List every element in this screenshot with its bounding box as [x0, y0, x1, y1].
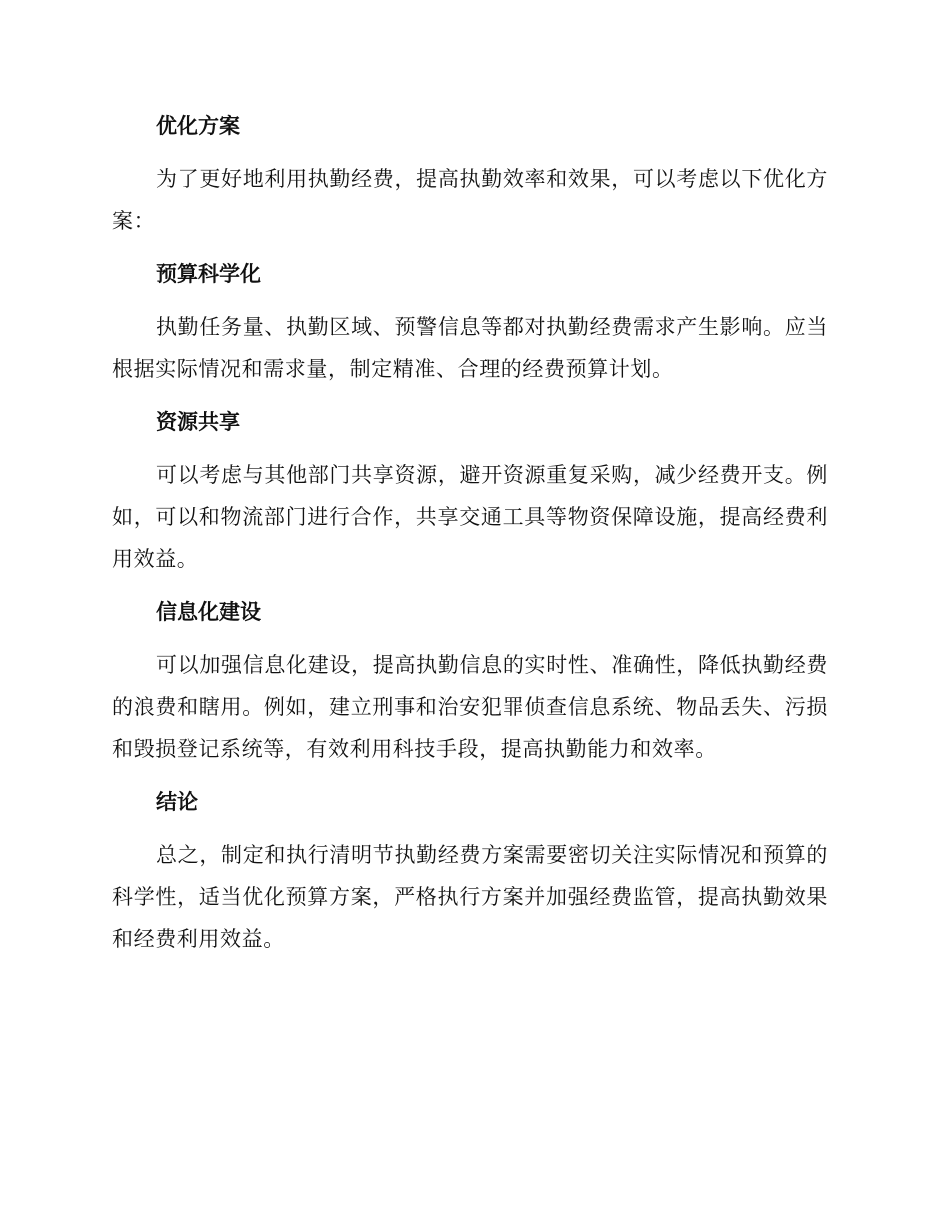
- section-heading-informatization: 信息化建设: [156, 600, 261, 624]
- section-paragraph-budget: 执勤任务量、执勤区域、预警信息等都对执勤经费需求产生影响。应当根据实际情况和需求量，制定精准、合理的经费预算计划。: [112, 315, 828, 381]
- document-body: [112, 104, 828, 960]
- section-paragraph-conclusion: 总之，制定和执行清明节执勤经费方案需要密切关注实际情况和预算的科学性，适当优化预算方案，严格执行方案并加强经费监管，提高执勤效果和经费利用效益。: [112, 843, 828, 951]
- section-heading-resource-sharing: 资源共享: [156, 410, 240, 434]
- section-heading-conclusion: 结论: [156, 790, 198, 814]
- section-heading-budget: 预算科学化: [156, 262, 261, 286]
- section-paragraph-resource-sharing: 可以考虑与其他部门共享资源，避开资源重复采购，减少经费开支。例如，可以和物流部门进行合作，共享交通工具等物资保障设施，提高经费利用效益。: [112, 463, 828, 571]
- section-paragraph-informatization: 可以加强信息化建设，提高执勤信息的实时性、准确性，降低执勤经费的浪费和瞎用。例如，建立刑事和治安犯罪侦查信息系统、物品丢失、污损和毁损登记系统等，有效利用科技手段，提高执勤能力和效率。: [112, 653, 828, 761]
- section-paragraph-optimization: 为了更好地利用执勤经费，提高执勤效率和效果，可以考虑以下优化方案：: [112, 167, 828, 233]
- section-heading-optimization: 优化方案: [156, 114, 240, 138]
